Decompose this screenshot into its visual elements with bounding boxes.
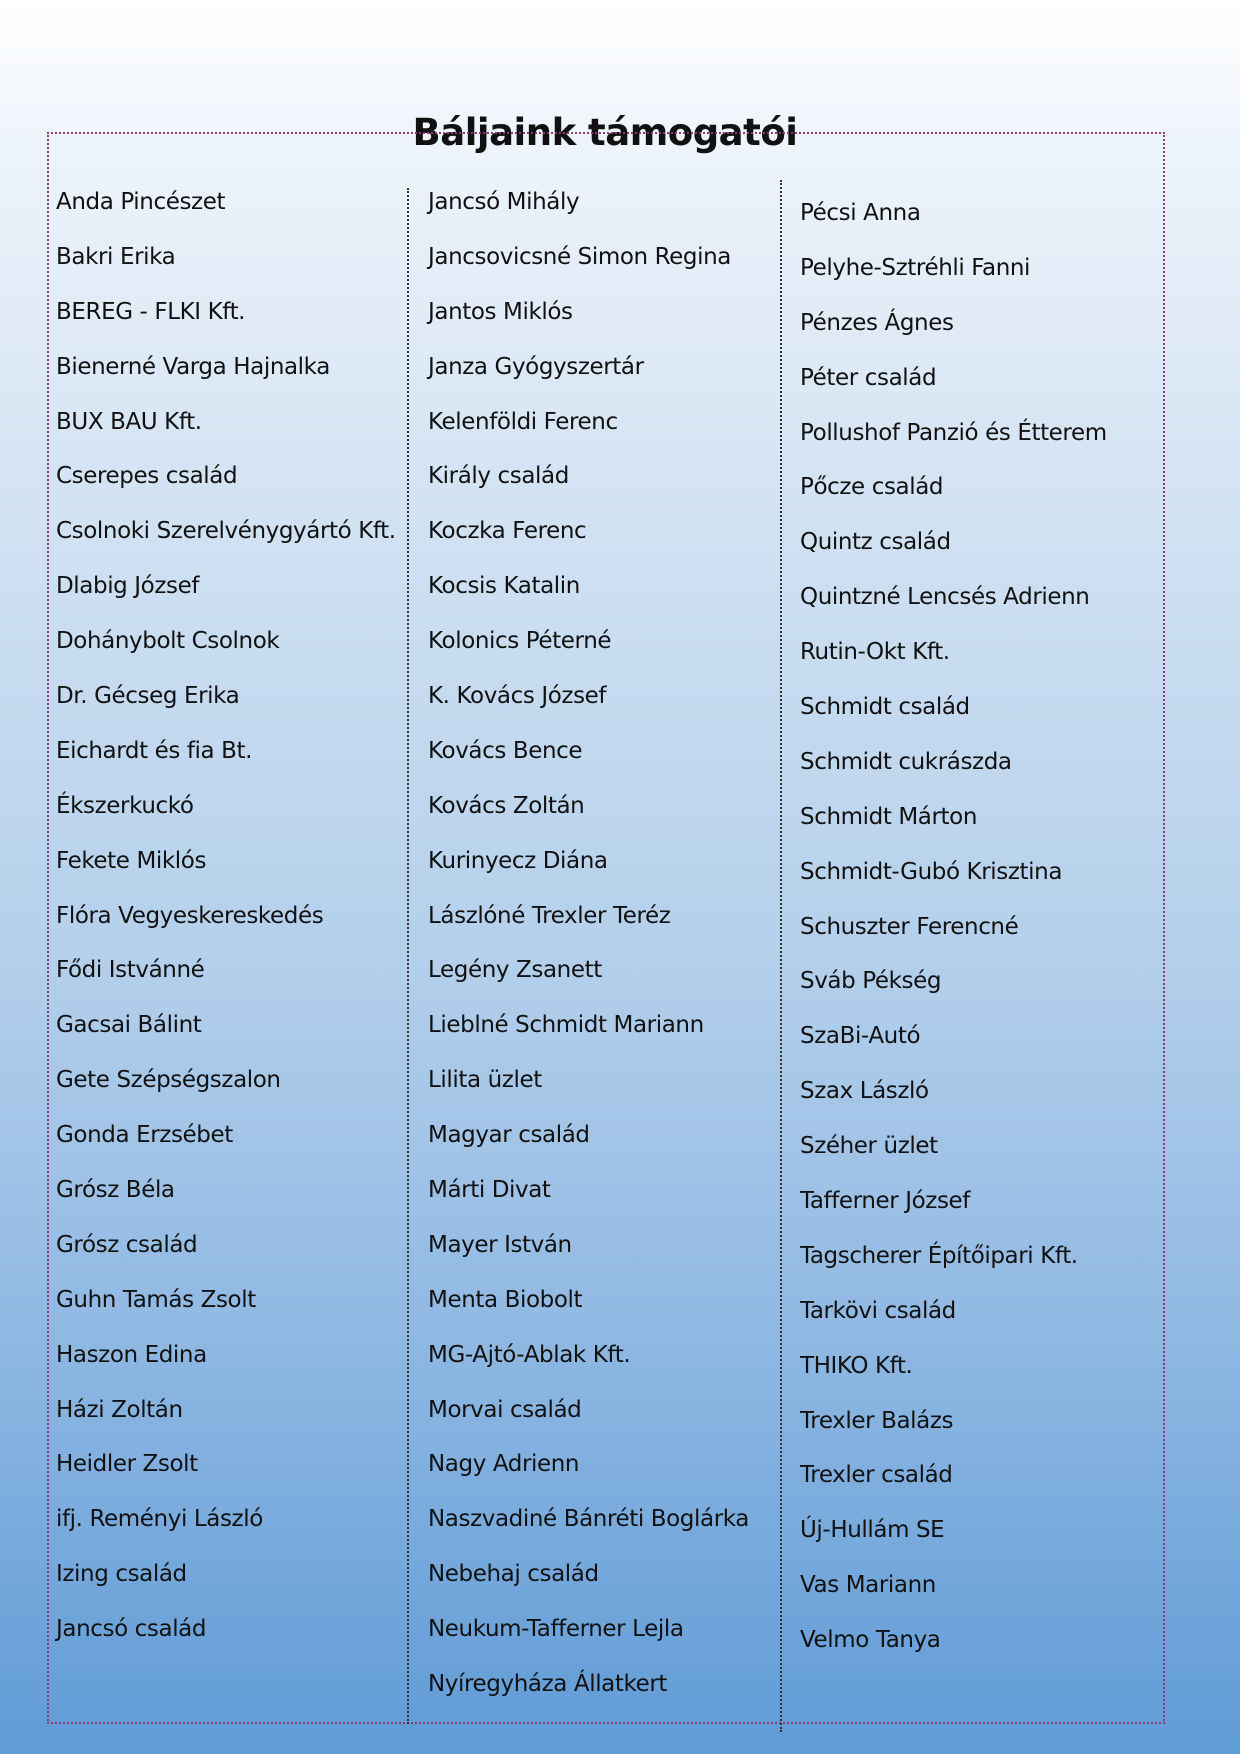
sponsor-name: Legény Zsanett: [428, 957, 602, 984]
sponsor-name: Fődi Istvánné: [56, 957, 205, 984]
sponsor-name: Pelyhe-Sztréhli Fanni: [800, 254, 1031, 281]
sponsor-name: Bienerné Varga Hajnalka: [56, 353, 330, 380]
sponsor-name: K. Kovács József: [428, 683, 607, 710]
sponsor-name: Magyar család: [428, 1122, 590, 1149]
sponsor-name: THIKO Kft.: [800, 1352, 913, 1379]
sponsor-name: Izing család: [56, 1561, 187, 1588]
sponsor-name: BUX BAU Kft.: [56, 408, 202, 435]
column-divider-1: [407, 188, 409, 1724]
sponsor-name: Haszon Edina: [56, 1341, 207, 1368]
sponsor-name: Neukum-Tafferner Lejla: [428, 1616, 684, 1643]
sponsor-name: Ékszerkuckó: [56, 792, 194, 819]
sponsor-name: Dlabig József: [56, 573, 200, 600]
sponsor-column-1: [56, 185, 406, 1667]
sponsor-name: Cserepes család: [56, 463, 238, 490]
sponsor-name: Kocsis Katalin: [428, 573, 580, 600]
sponsor-name: Lilita üzlet: [428, 1067, 542, 1094]
sponsor-name: Heidler Zsolt: [56, 1451, 198, 1478]
sponsor-name: Anda Pincészet: [56, 189, 226, 215]
sponsor-name: Quintzné Lencsés Adrienn: [800, 584, 1090, 611]
sponsor-name: BEREG - FLKI Kft.: [56, 298, 246, 325]
sponsor-name: Nebehaj család: [428, 1561, 599, 1588]
sponsor-name: Csolnoki Szerelvénygyártó Kft.: [56, 518, 396, 545]
sponsor-name: Grósz Béla: [56, 1177, 175, 1204]
sponsor-name: Lászlóné Trexler Teréz: [428, 902, 671, 929]
sponsor-name: Schmidt család: [800, 694, 970, 721]
sponsor-name: Péter család: [800, 364, 937, 391]
sponsor-name: Jancsovicsné Simon Regina: [428, 243, 731, 270]
sponsor-name: Bakri Erika: [56, 243, 176, 270]
sponsor-name: Schuszter Ferencné: [800, 913, 1019, 940]
sponsor-name: Morvai család: [428, 1396, 582, 1423]
sponsor-name: SzaBi-Autó: [800, 1023, 921, 1050]
sponsor-name: Schmidt Márton: [800, 803, 978, 830]
sponsor-name: Nyíregyháza Állatkert: [428, 1671, 668, 1698]
sponsor-name: Lieblné Schmidt Mariann: [428, 1012, 704, 1039]
sponsor-name: Jantos Miklós: [428, 298, 573, 325]
sponsor-name: Tarkövi család: [800, 1297, 956, 1324]
sponsor-name: Dr. Gécseg Erika: [56, 683, 240, 710]
sponsor-name: Jancsó Mihály: [428, 189, 580, 215]
sponsor-name: Pécsi Anna: [800, 200, 921, 226]
sponsor-name: Eichardt és fia Bt.: [56, 737, 253, 764]
sponsor-name: Schmidt-Gubó Krisztina: [800, 858, 1063, 885]
sponsor-name: Kolonics Péterné: [428, 628, 612, 655]
sponsor-name: Dohánybolt Csolnok: [56, 628, 280, 655]
sponsor-name: MG-Ajtó-Ablak Kft.: [428, 1341, 631, 1368]
sponsor-name: Új-Hullám SE: [800, 1517, 945, 1544]
sponsor-name: Menta Biobolt: [428, 1286, 583, 1313]
sponsor-name: Koczka Ferenc: [428, 518, 587, 545]
sponsor-name: Kovács Zoltán: [428, 792, 585, 819]
sponsor-column-2: [428, 185, 778, 1722]
sponsor-name: Házi Zoltán: [56, 1396, 183, 1423]
sponsor-name: Rutin-Okt Kft.: [800, 639, 950, 666]
sponsor-name: Schmidt cukrászda: [800, 748, 1012, 775]
sponsor-name: Velmo Tanya: [800, 1627, 941, 1654]
sponsor-column-3: [800, 196, 1160, 1678]
sponsor-name: Gonda Erzsébet: [56, 1122, 233, 1149]
sponsor-name: Gacsai Bálint: [56, 1012, 202, 1039]
sponsor-name: Kurinyecz Diána: [428, 847, 608, 874]
sponsor-name: Sváb Pékség: [800, 968, 942, 995]
sponsor-name: Grósz család: [56, 1231, 198, 1258]
page-title: Báljaink támogatói: [412, 110, 798, 154]
sponsor-name: Gete Szépségszalon: [56, 1067, 281, 1094]
sponsor-name: Janza Gyógyszertár: [428, 353, 644, 380]
column-divider-2: [780, 180, 782, 1732]
sponsor-name: Trexler Balázs: [800, 1407, 954, 1434]
sponsor-name: Quintz család: [800, 529, 951, 556]
sponsor-name: Márti Divat: [428, 1177, 551, 1204]
sponsor-name: Pollushof Panzió és Étterem: [800, 419, 1107, 446]
sponsor-name: Flóra Vegyeskereskedés: [56, 902, 324, 929]
sponsor-name: Jancsó család: [56, 1616, 207, 1643]
sponsor-name: Király család: [428, 463, 569, 490]
sponsor-name: Szax László: [800, 1078, 929, 1105]
sponsor-name: Mayer István: [428, 1231, 572, 1258]
sponsor-name: Fekete Miklós: [56, 847, 207, 874]
sponsor-name: Guhn Tamás Zsolt: [56, 1286, 256, 1313]
sponsor-name: Széher üzlet: [800, 1133, 938, 1160]
sponsor-name: Kovács Bence: [428, 737, 583, 764]
sponsor-name: Naszvadiné Bánréti Boglárka: [428, 1506, 749, 1533]
sponsor-name: Pőcze család: [800, 474, 944, 501]
sponsor-name: Tagscherer Építőipari Kft.: [800, 1242, 1078, 1269]
sponsor-name: Pénzes Ágnes: [800, 309, 954, 336]
sponsor-name: Trexler család: [800, 1462, 953, 1489]
sponsor-name: ifj. Reményi László: [56, 1506, 263, 1533]
sponsor-name: Kelenföldi Ferenc: [428, 408, 618, 435]
sponsor-name: Vas Mariann: [800, 1572, 936, 1599]
sponsor-name: Nagy Adrienn: [428, 1451, 580, 1478]
sponsor-name: Tafferner József: [800, 1188, 970, 1215]
